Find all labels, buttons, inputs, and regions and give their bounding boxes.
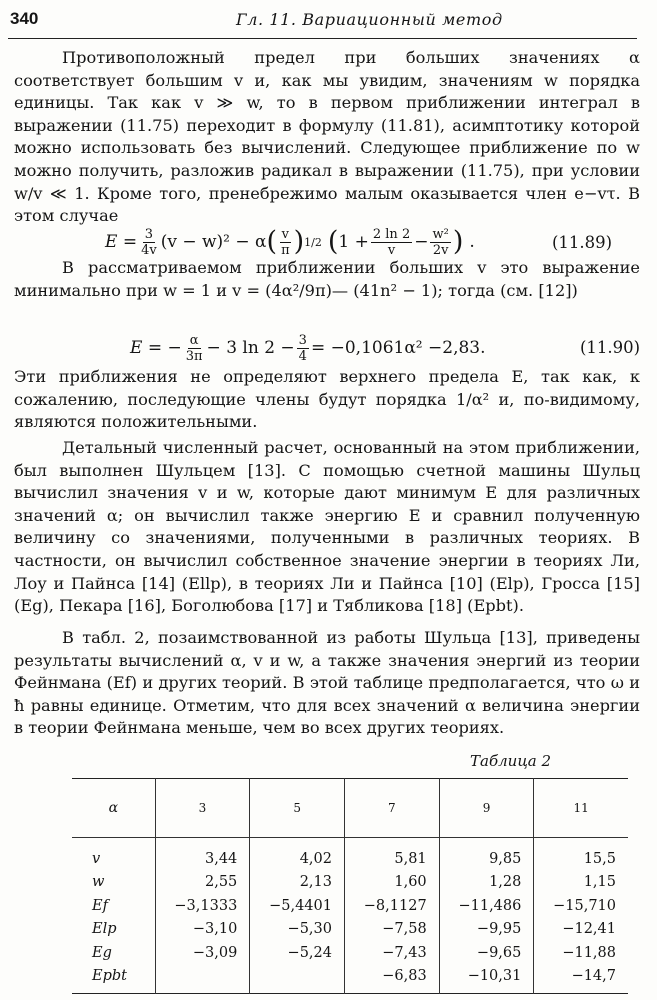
table-row	[72, 941, 628, 965]
eq1-term-1: (v − w)² − α	[160, 232, 267, 252]
table-cell: −12,41	[534, 918, 628, 942]
table-cell: 3,44	[155, 838, 250, 871]
table-row-label: Eg	[92, 944, 112, 961]
eq1-power: 1/2	[304, 235, 322, 249]
eq1-frac-2-num: v	[281, 226, 290, 242]
eq2-frac-2-den: 4	[298, 348, 307, 364]
table-cell: −15,710	[534, 894, 628, 918]
eq1-frac-3	[371, 227, 412, 258]
page-number: 340	[10, 9, 39, 28]
table-row-label: v	[92, 850, 101, 867]
table-cell: −6,83	[344, 965, 439, 994]
table-row	[72, 894, 628, 918]
eq2-frac-1-num: α	[189, 332, 199, 348]
table-cell: 1,15	[534, 871, 628, 895]
eq1-frac-3-den: v	[387, 242, 396, 258]
table-row-label: Epbt	[92, 968, 127, 985]
eq1-end: .	[469, 232, 475, 252]
eq1-term-2: 1 +	[338, 232, 369, 252]
table-cell: 5,81	[344, 838, 439, 871]
eq2-frac-1-den: 3π	[185, 348, 203, 364]
running-title: Гл. 11. Вариационный метод	[236, 10, 503, 29]
equation-11-90	[130, 328, 486, 368]
table-cell	[250, 965, 345, 994]
table-cell: 1,60	[344, 871, 439, 895]
eq2-frac-2	[297, 333, 309, 364]
table-cell: −5,4401	[250, 894, 345, 918]
table-cell: −7,43	[344, 941, 439, 965]
eq2-frac-1	[184, 333, 205, 364]
eq2-lhs: E = −	[130, 338, 182, 358]
eq2-term-1: − 3 ln 2 −	[206, 338, 295, 358]
table-row	[72, 918, 628, 942]
paragraph-3: Эти приближения не определяют верхнего предела E, так как, к сожалению, последующие члены будут порядка 1/α² и, по-видимому, являются положительными.	[14, 367, 640, 432]
table-row-label: Ef	[92, 897, 108, 914]
eq1-frac-4	[430, 227, 450, 258]
table-cell: −11,486	[439, 894, 534, 918]
eq1-frac-2-den: π	[281, 242, 290, 258]
running-header	[8, 4, 637, 39]
table-cell: −14,7	[534, 965, 628, 994]
table-header-row	[72, 779, 628, 838]
table-cell: −3,09	[155, 941, 250, 965]
eq1-close-paren-2: )	[452, 226, 464, 257]
table-cell: −9,95	[439, 918, 534, 942]
eq1-open-paren: (	[266, 226, 278, 257]
paragraph-5: В табл. 2, позаимствованной из работы Шульца [13], приведены результаты вычислений α, v и w, а также значения энергий из теории Фейнмана (Ef) и других теорий. В этой таблице предполагается, что ω и ħ равны единице. Отметим, что для всех значений α величина энергии в теории Фейнмана меньше, чем во всех других теориях.	[14, 628, 640, 738]
table-header-cell: α	[72, 779, 155, 838]
table-cell: 2,13	[250, 871, 345, 895]
paragraph-2: В рассматриваемом приближении больших v это выражение минимально при w = 1 и v = (4α²/9π)— (41n² − 1); тогда (см. [12])	[14, 258, 640, 300]
table-cell: 15,5	[534, 838, 628, 871]
table-cell: 1,28	[439, 871, 534, 895]
table-cell: −8,1127	[344, 894, 439, 918]
table-cell: −10,31	[439, 965, 534, 994]
table-cell: −9,65	[439, 941, 534, 965]
equation-number-11-89: (11.89)	[552, 233, 613, 252]
table-header-cell: 3	[155, 779, 250, 838]
paragraph-4: Детальный численный расчет, основанный на этом приближении, был выполнен Шульцем [13]. С помощью счетной машины Шульц вычислил значения v и w, которые дают минимум E для различных значений α; он вычислил также энергию E и сравнил полученную величину со значениями, полученными в различных теориях. В частности, он вычислил собственное значение энергии в теориях Ли, Лоу и Пайнса [14] (Ellp), в теориях Ли и Пайнса [10] (Elp), Гросса [15] (Eg), Пекара [16], Боголюбова [17] и Тябликова [18] (Epbt).	[14, 438, 640, 616]
table-cell: 2,55	[155, 871, 250, 895]
eq1-frac-2	[279, 227, 292, 258]
table-header-cell: 7	[344, 779, 439, 838]
results-table	[72, 778, 628, 994]
table-caption: Таблица 2	[470, 752, 552, 770]
table-cell: −11,88	[534, 941, 628, 965]
eq1-frac-1-num: 3	[144, 226, 154, 242]
table-row	[72, 965, 628, 994]
eq1-term-3: −	[414, 232, 429, 252]
eq2-frac-2-num: 3	[298, 332, 307, 348]
paragraph-1: Противоположный предел при больших значениях α соответствует большим v и, как мы увидим, значениям w порядка единицы. Так как v ≫ w, то в первом приближении интеграл в выражении (11.75) переходит в формулу (11.81), асимптотику которой можно использовать без вычислений. Следующее приближение по w можно получить, разложив радикал в выражении (11.75), при условии w/v ≪ 1. Кроме того, пренебрежимо малым оказывается член e−vτ. В этом случае	[14, 48, 640, 226]
eq1-close-paren: )	[293, 226, 305, 257]
table-row-label: w	[92, 874, 105, 891]
eq1-frac-1-den: 4v	[141, 242, 157, 258]
table-cell: −7,58	[344, 918, 439, 942]
table-cell	[155, 965, 250, 994]
eq1-open-paren-2: (	[327, 226, 339, 257]
table-header-cell: 5	[250, 779, 345, 838]
table-cell: −5,24	[250, 941, 345, 965]
table-header-cell: 9	[439, 779, 534, 838]
table-cell: −3,10	[155, 918, 250, 942]
eq1-frac-4-num: w²	[432, 226, 449, 242]
eq1-frac-3-num: 2 ln 2	[372, 226, 411, 242]
eq2-term-2: = −0,1061α² −2,83.	[310, 338, 486, 358]
eq1-lhs: E =	[105, 232, 138, 252]
table-row-label: Elp	[92, 921, 117, 938]
equation-11-89	[105, 222, 475, 262]
table-row	[72, 838, 628, 871]
table-header-cell: 11	[534, 779, 628, 838]
table-cell: 9,85	[439, 838, 534, 871]
eq1-frac-4-den: 2v	[432, 242, 449, 258]
equation-number-11-90: (11.90)	[580, 338, 641, 357]
table-cell: −5,30	[250, 918, 345, 942]
table-cell: 4,02	[250, 838, 345, 871]
table-row	[72, 871, 628, 895]
table-cell: −3,1333	[155, 894, 250, 918]
eq1-frac-1	[139, 227, 159, 258]
